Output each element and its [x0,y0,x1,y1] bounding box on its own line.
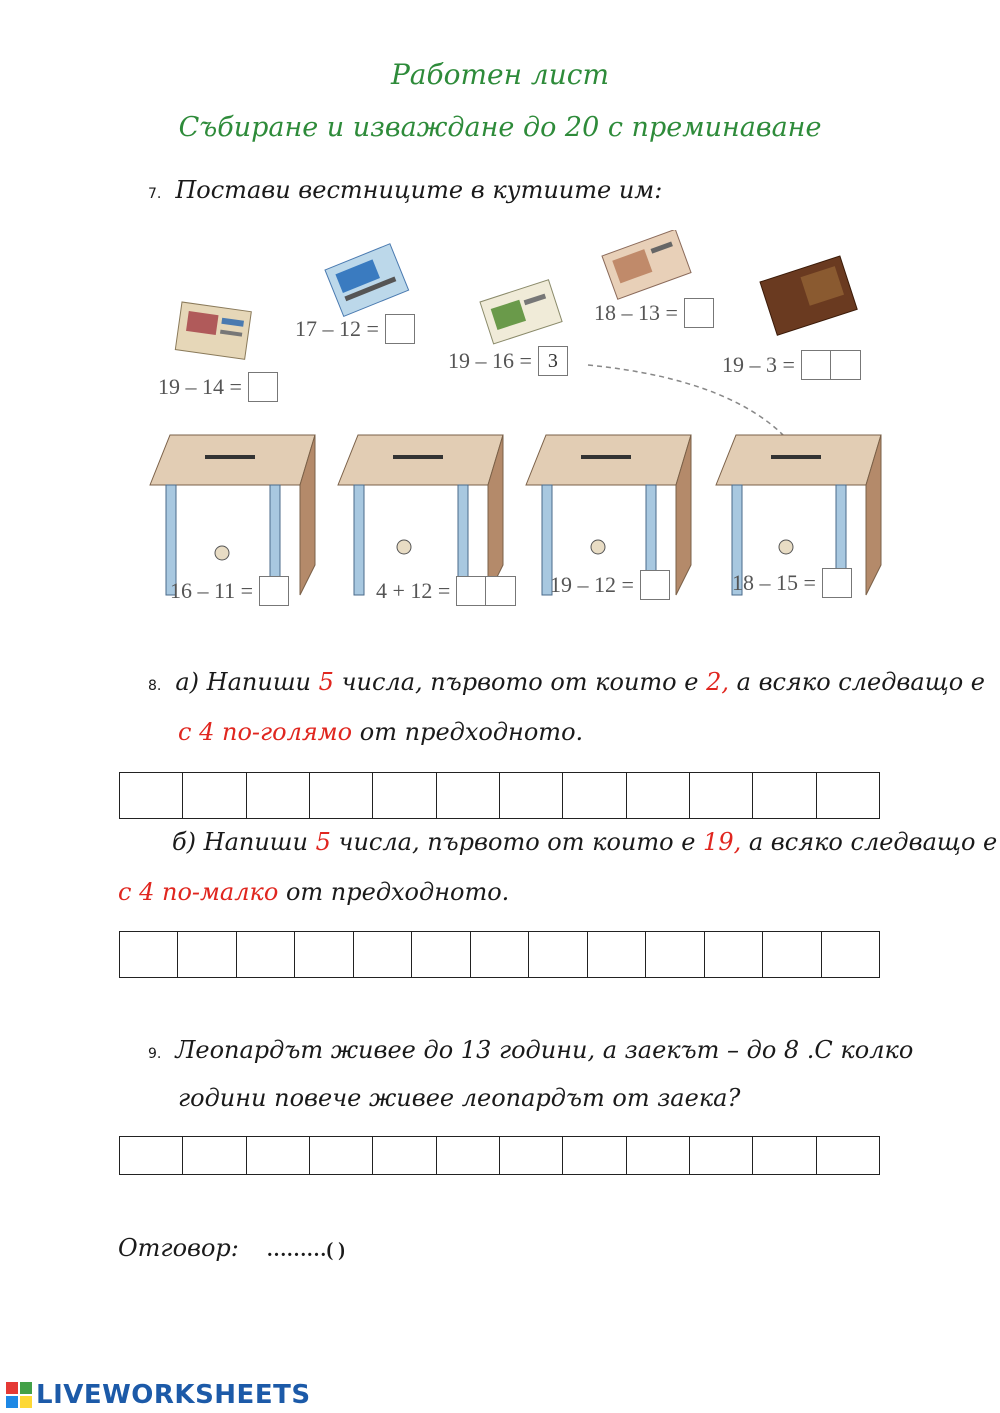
grid-cell[interactable] [120,773,183,818]
newspaper-4 [602,230,691,299]
liveworksheets-logo[interactable] [6,1380,311,1410]
grid-cell[interactable] [705,932,763,977]
mailbox-2 [338,435,503,595]
grid-cell[interactable] [822,932,879,977]
answer-box[interactable] [248,372,278,402]
grid-cell[interactable] [237,932,295,977]
task9-line1: 9. Леопардът живее до 13 години, а заекът – до 8 .С колко [148,1036,914,1064]
answer-box-2digit[interactable] [456,576,516,606]
grid-cell[interactable] [412,932,470,977]
task8a-line2: с 4 по-голямо от предходното. [178,718,584,746]
answer-box[interactable]: 3 [538,346,568,376]
newspaper-eq-2: 17 – 12 = [295,314,415,344]
page-title: Работен лист [390,58,610,91]
grid-cell[interactable] [247,773,310,818]
mailbox-1 [150,435,315,595]
grid-cell[interactable] [500,1137,563,1174]
answer-box[interactable] [640,570,670,600]
grid-cell[interactable] [354,932,412,977]
grid-cell[interactable] [310,773,373,818]
mailbox-eq-1: 16 – 11 = [170,576,289,606]
grid-cell[interactable] [753,1137,816,1174]
newspaper-eq-5: 19 – 3 = [722,350,861,380]
answer-box[interactable] [822,568,852,598]
grid-cell[interactable] [690,773,753,818]
grid-cell[interactable] [247,1137,310,1174]
grid-cell[interactable] [120,932,178,977]
answer-box-2digit[interactable] [801,350,861,380]
grid-cell[interactable] [373,1137,436,1174]
brand-name: LIVEWORKSHEETS [36,1380,311,1410]
grid-cell[interactable] [500,773,563,818]
grid-cell[interactable] [753,773,816,818]
grid-cell[interactable] [373,773,436,818]
task8b-line1: б) Напиши 5 числа, първото от които е 19, а всяко следващо е [172,828,998,856]
grid-cell[interactable] [563,1137,626,1174]
answer-box[interactable] [259,576,289,606]
task8b-line2: с 4 по-малко от предходното. [118,878,510,906]
newspaper-3 [480,280,562,344]
task9-line2: години повече живее леопардът от заека? [178,1084,741,1112]
grid-cell[interactable] [183,773,246,818]
grid-cell[interactable] [646,932,704,977]
task7-number: 7. [148,186,162,202]
grid-cell[interactable] [183,1137,246,1174]
grid-cell[interactable] [817,773,879,818]
grid-cell[interactable] [178,932,236,977]
grid-cell[interactable] [588,932,646,977]
grid-cell[interactable] [690,1137,753,1174]
task8b-answer-grid[interactable] [119,931,880,978]
mailbox-eq-4: 18 – 15 = [732,568,852,598]
newspaper-eq-4: 18 – 13 = [594,298,714,328]
mailbox-eq-3: 19 – 12 = [550,570,670,600]
grid-cell[interactable] [627,1137,690,1174]
newspaper-2 [325,244,409,317]
grid-cell[interactable] [310,1137,373,1174]
logo-icon [6,1382,32,1408]
grid-cell[interactable] [437,773,500,818]
answer-blank[interactable]: ………( ) [266,1239,345,1261]
grid-cell[interactable] [763,932,821,977]
grid-cell[interactable] [563,773,626,818]
task7-text: Постави вестниците в кутиите им: [175,176,663,204]
task8a-line1: 8. а) Напиши 5 числа, първото от които е 2, а всяко следващо е [148,668,985,696]
grid-cell[interactable] [295,932,353,977]
grid-cell[interactable] [437,1137,500,1174]
answer-box[interactable] [385,314,415,344]
grid-cell[interactable] [120,1137,183,1174]
answer-label: Отговор: [118,1234,239,1262]
task7-instruction [148,176,662,204]
newspaper-eq-1: 19 – 14 = [158,372,278,402]
page-subtitle: Събиране и изваждане до 20 с преминаване [178,112,822,143]
answer-box[interactable] [684,298,714,328]
task9-answer-grid[interactable] [119,1136,880,1175]
newspaper-eq-3: 19 – 16 = 3 [448,346,568,376]
task8a-answer-grid[interactable] [119,772,880,819]
task9-number: 9. [148,1046,162,1062]
task9-answer-row [118,1234,345,1262]
grid-cell[interactable] [529,932,587,977]
grid-cell[interactable] [471,932,529,977]
newspaper-5 [760,256,857,335]
mailbox-eq-2: 4 + 12 = [376,576,516,606]
grid-cell[interactable] [627,773,690,818]
grid-cell[interactable] [817,1137,879,1174]
task7-illustration [140,230,890,620]
task8-number: 8. [148,678,162,694]
newspaper-1 [175,302,251,359]
